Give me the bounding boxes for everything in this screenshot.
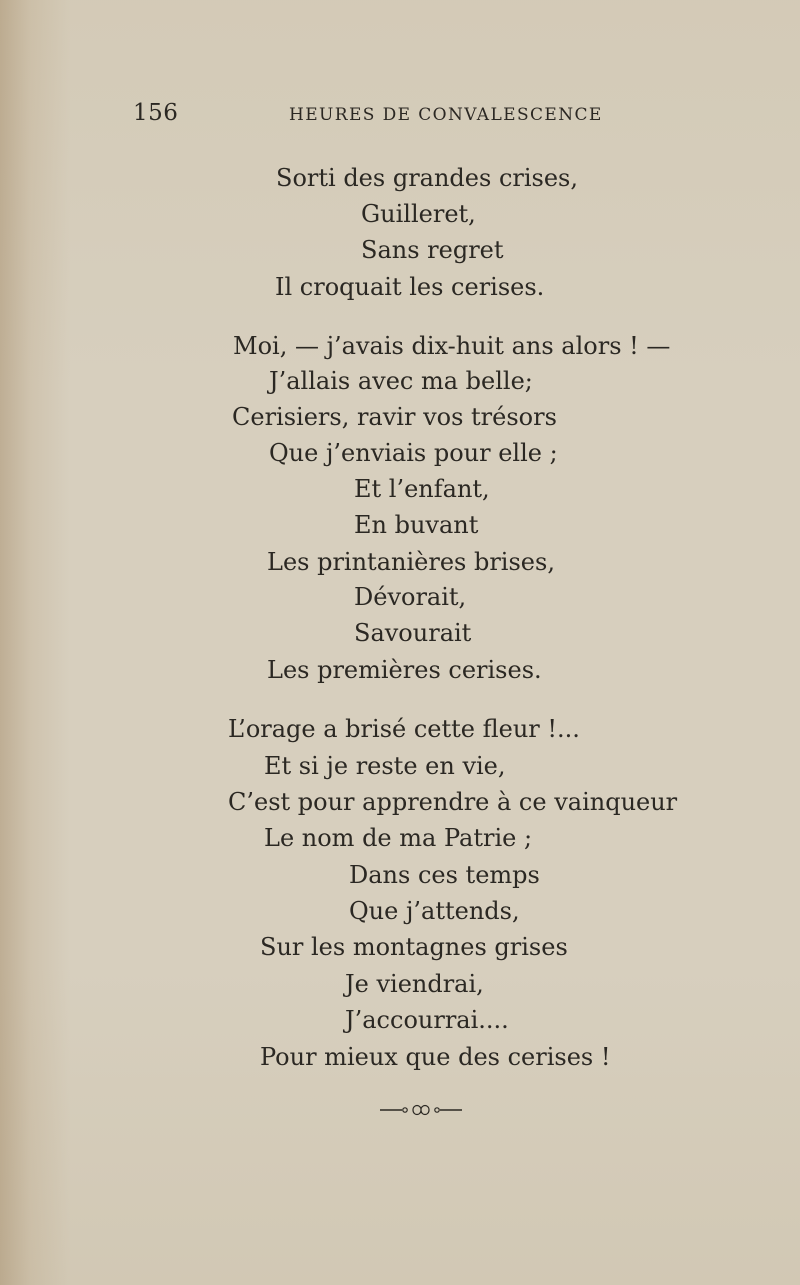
poem-line: Savourait [354,619,472,647]
poem-line: Sorti des grandes crises, [276,164,578,192]
poem-line: Que j’attends, [349,897,520,925]
poem-line: Sur les montagnes grises [260,933,568,961]
poem-line: Et si je reste en vie, [264,752,506,780]
poem-line: Dévorait, [354,583,467,611]
poem-line: C’est pour apprendre à ce vainqueur [228,788,678,816]
poem-line: L’orage a brisé cette fleur !... [228,715,580,743]
poem-line: Cerisiers, ravir vos trésors [232,403,557,431]
poem-line: Guilleret, [361,200,476,228]
poem-line: Il croquait les cerises. [275,273,545,301]
poem-line: Et l’enfant, [354,475,490,503]
fleuron-ornament-icon [380,1100,462,1120]
poem-line: Le nom de ma Patrie ; [264,824,533,852]
poem-line: En buvant [354,511,479,539]
poem-line: Pour mieux que des cerises ! [260,1043,611,1071]
poem-line: Moi, — j’avais dix-huit ans alors ! — [233,332,671,360]
poem-line: J’allais avec ma belle; [269,367,533,395]
poem-line: Dans ces temps [349,861,540,889]
poem-line: Les premières cerises. [267,656,542,684]
page-number: 156 [133,100,179,126]
poem-line: Je viendrai, [345,970,484,998]
running-title: HEURES DE CONVALESCENCE [289,105,603,125]
poem-line: J’accourrai.... [345,1006,509,1034]
poem-line: Que j’enviais pour elle ; [269,439,558,467]
poem-line: Les printanières brises, [267,548,555,576]
poem-line: Sans regret [361,236,504,264]
